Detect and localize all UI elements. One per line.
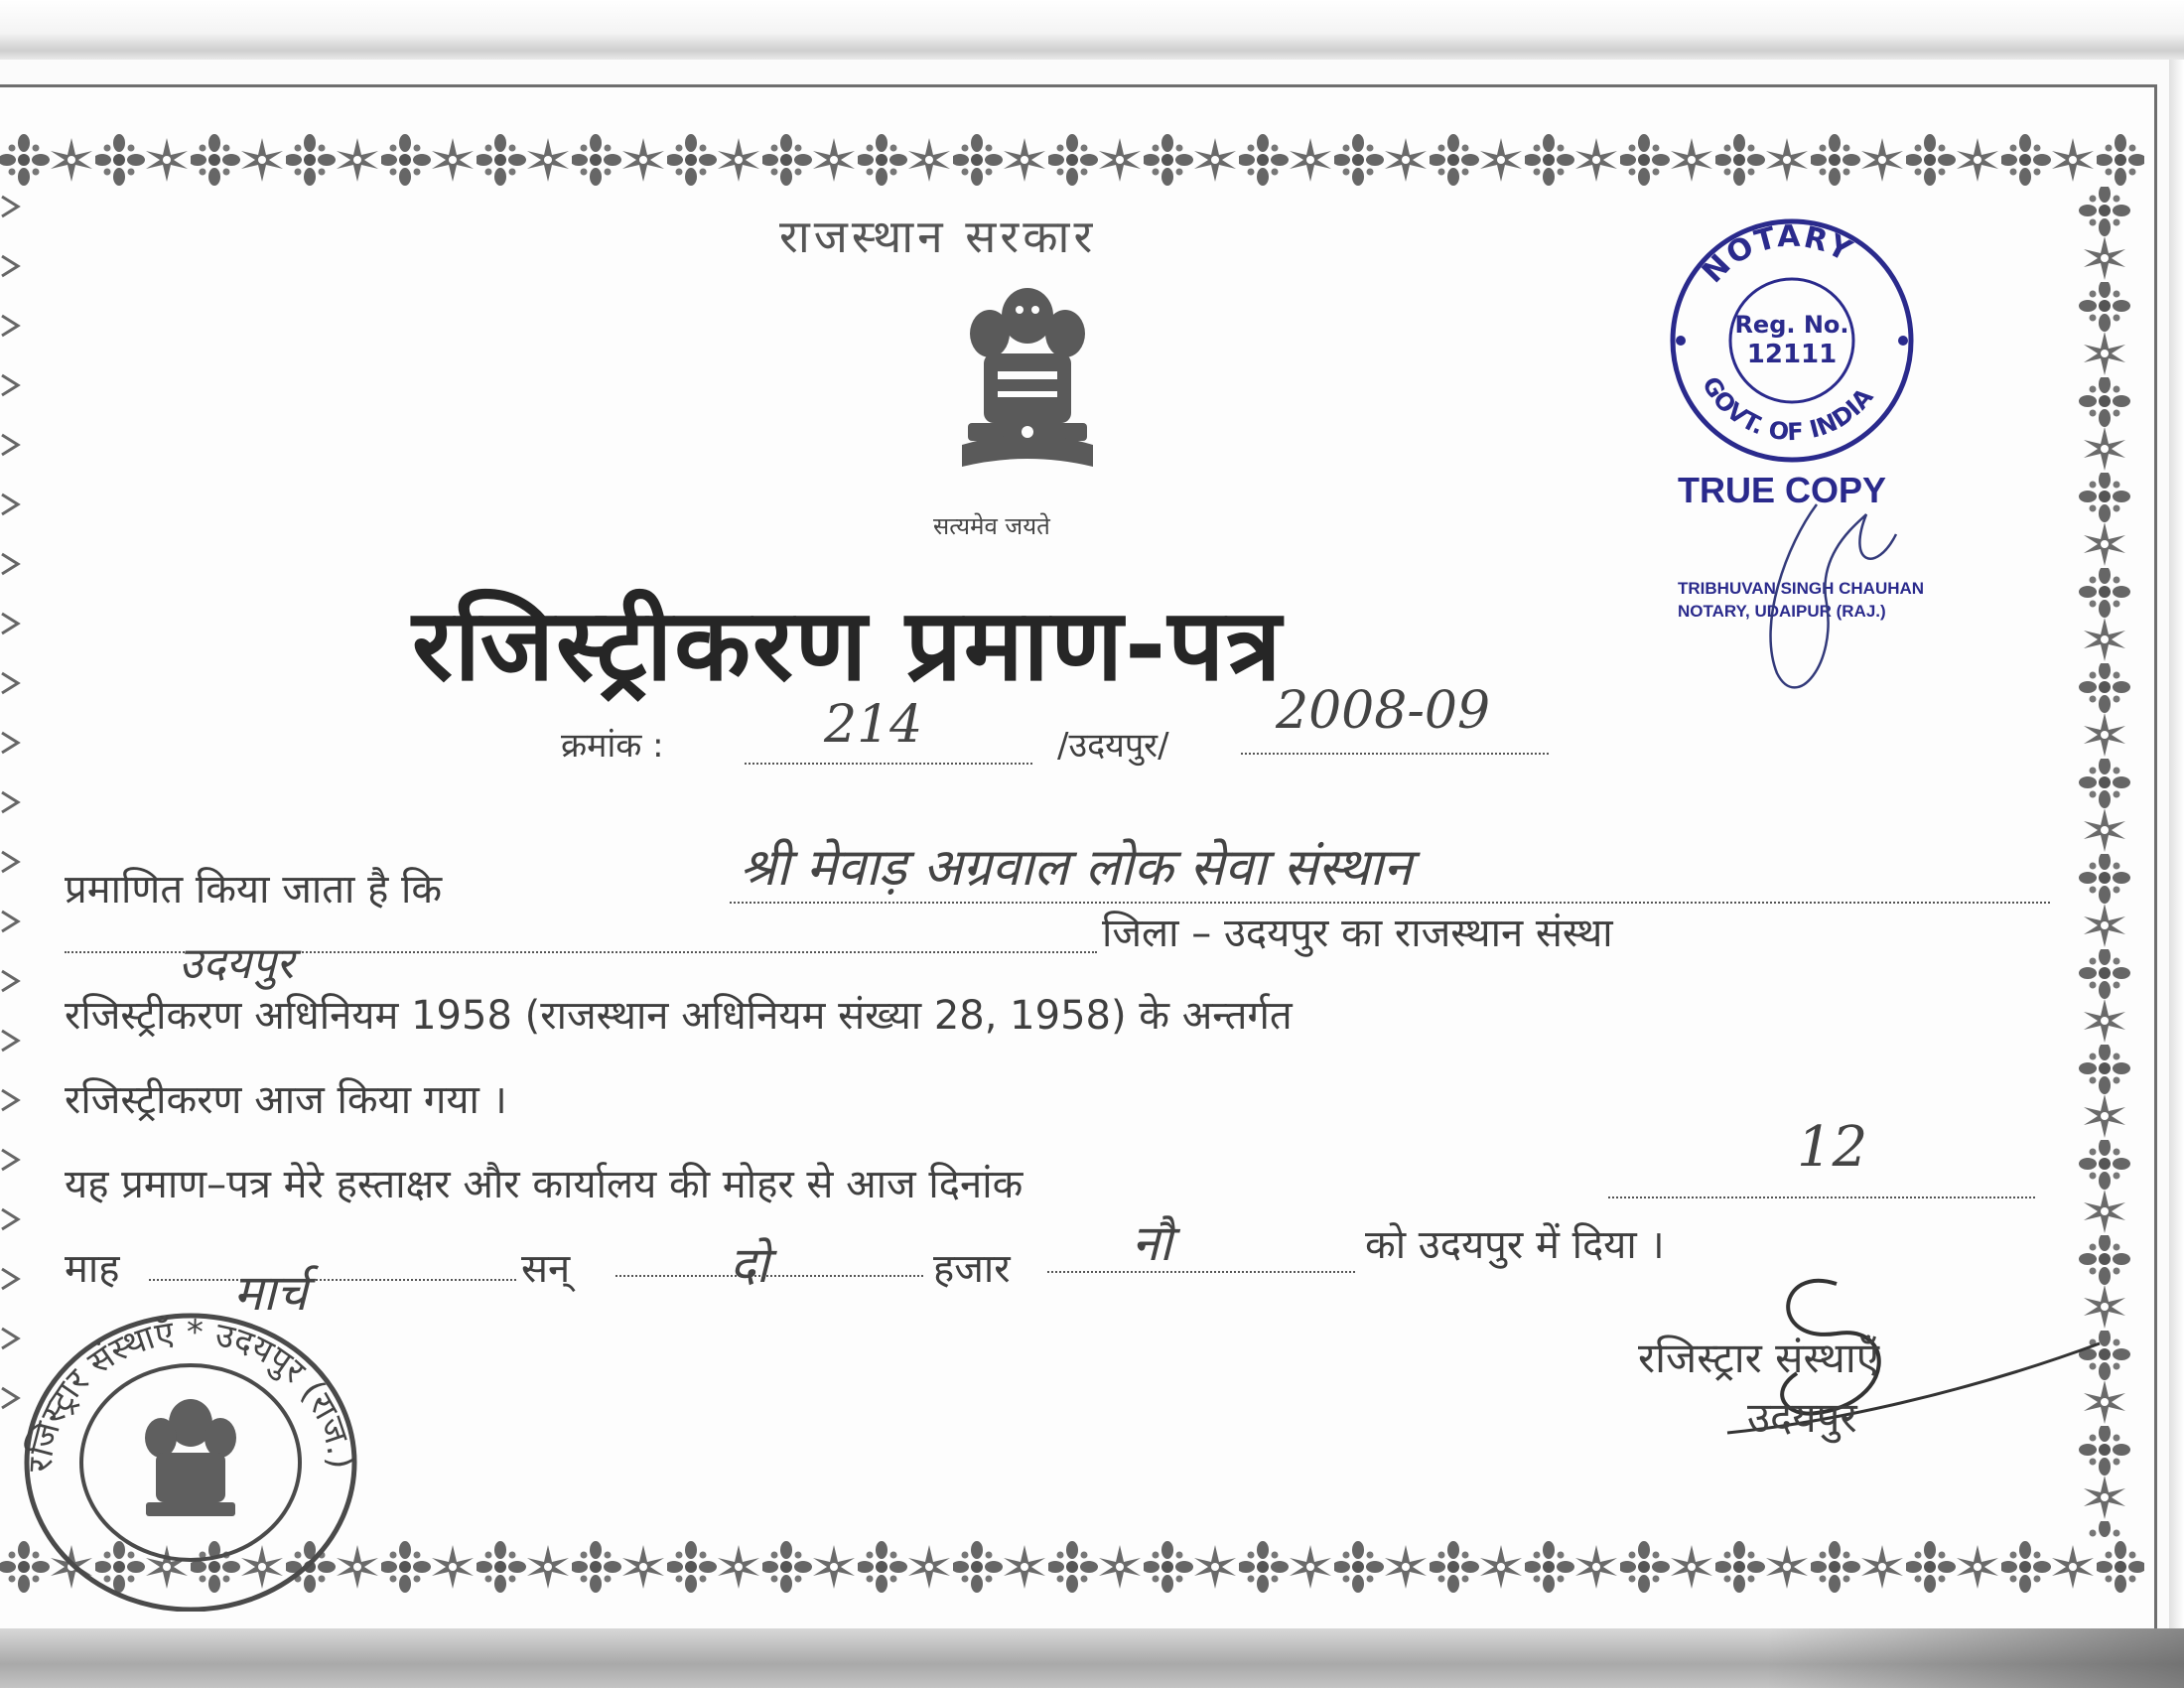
society-name-handwritten: श्री मेवाड़ अग्रवाल लोक सेवा संस्थान bbox=[740, 838, 1413, 898]
hajar-handwritten: नौ bbox=[1132, 1214, 1172, 1272]
notary-place: NOTARY, UDAIPUR (RAJ.) bbox=[1678, 602, 1886, 621]
national-emblem-icon bbox=[948, 276, 1107, 475]
registered-today-text: रजिस्ट्रीकरण आज किया गया । bbox=[65, 1077, 507, 1123]
certificate-sheet bbox=[0, 84, 2157, 1636]
serial-number-line bbox=[745, 763, 1032, 765]
notary-name: TRIBHUVAN SINGH CHAUHAN bbox=[1678, 579, 1925, 598]
svg-text:GOVT. OF INDIA bbox=[1697, 372, 1879, 447]
serial-label: क्रमांक : bbox=[561, 726, 664, 766]
scan-top-edge bbox=[0, 0, 2184, 60]
official-seal bbox=[12, 1304, 369, 1612]
hajar-label: हजार bbox=[933, 1246, 1011, 1292]
day-line bbox=[1608, 1196, 2035, 1198]
government-heading: राजस्थान सरकार bbox=[779, 210, 1097, 263]
month-line bbox=[149, 1279, 516, 1281]
closing-text: को उदयपुर में दिया । bbox=[1365, 1222, 1665, 1268]
month-handwritten: मार्च bbox=[233, 1264, 308, 1322]
act-text: रजिस्ट्रीकरण अधिनियम 1958 (राजस्थान अधिनियम संख्या 28, 1958) के अन्तर्गत bbox=[65, 993, 1293, 1039]
motto-text: सत्यमेव जयते bbox=[933, 512, 1050, 540]
notary-reg-label: Reg. No. bbox=[1734, 311, 1849, 339]
san-label: सन् bbox=[521, 1246, 571, 1292]
registrar-place: उदयपुर bbox=[1747, 1393, 1857, 1442]
month-label: माह bbox=[65, 1246, 120, 1292]
serial-year-handwritten: 2008-09 bbox=[1276, 681, 1491, 741]
scan-bottom-edge bbox=[0, 1628, 2184, 1688]
top-border-band bbox=[0, 125, 2144, 195]
day-handwritten: 12 bbox=[1797, 1115, 1868, 1180]
certificate-title: रजिस्ट्रीकरण प्रमाण-पत्र bbox=[412, 587, 1284, 703]
san-line bbox=[615, 1275, 923, 1277]
certify-prefix: प्रमाणित किया जाता है कि bbox=[65, 867, 443, 913]
serial-office: /उदयपुर/ bbox=[1057, 726, 1169, 766]
district-text: जिला – उदयपुर का राजस्थान संस्था bbox=[1102, 911, 1613, 956]
seal-ring-text: रजिस्ट्रार संस्थाएँ * उदयपुर (राज.) bbox=[20, 1312, 361, 1474]
registrar-title: रजिस्ट्रार संस्थाएँ bbox=[1638, 1334, 1879, 1382]
notary-ring-bottom: GOVT. OF INDIA bbox=[1696, 371, 1879, 447]
issue-statement: यह प्रमाण–पत्र मेरे हस्ताक्षर और कार्यालय की मोहर से आज दिनांक bbox=[65, 1162, 1024, 1207]
notary-ring-top: NOTARY bbox=[1696, 218, 1859, 291]
serial-year-line bbox=[1241, 753, 1549, 755]
true-copy-text: TRUE COPY bbox=[1678, 470, 1887, 510]
notary-stamp bbox=[1663, 211, 1921, 470]
notary-reg-number: 12111 bbox=[1746, 340, 1838, 369]
serial-number-handwritten: 214 bbox=[824, 695, 923, 755]
hajar-line bbox=[1047, 1271, 1355, 1273]
san-handwritten: दो bbox=[730, 1236, 769, 1294]
notary-signature bbox=[1747, 485, 1906, 713]
district-handwritten: उदयपुर bbox=[179, 938, 294, 989]
scan-right-edge bbox=[2169, 60, 2184, 1628]
